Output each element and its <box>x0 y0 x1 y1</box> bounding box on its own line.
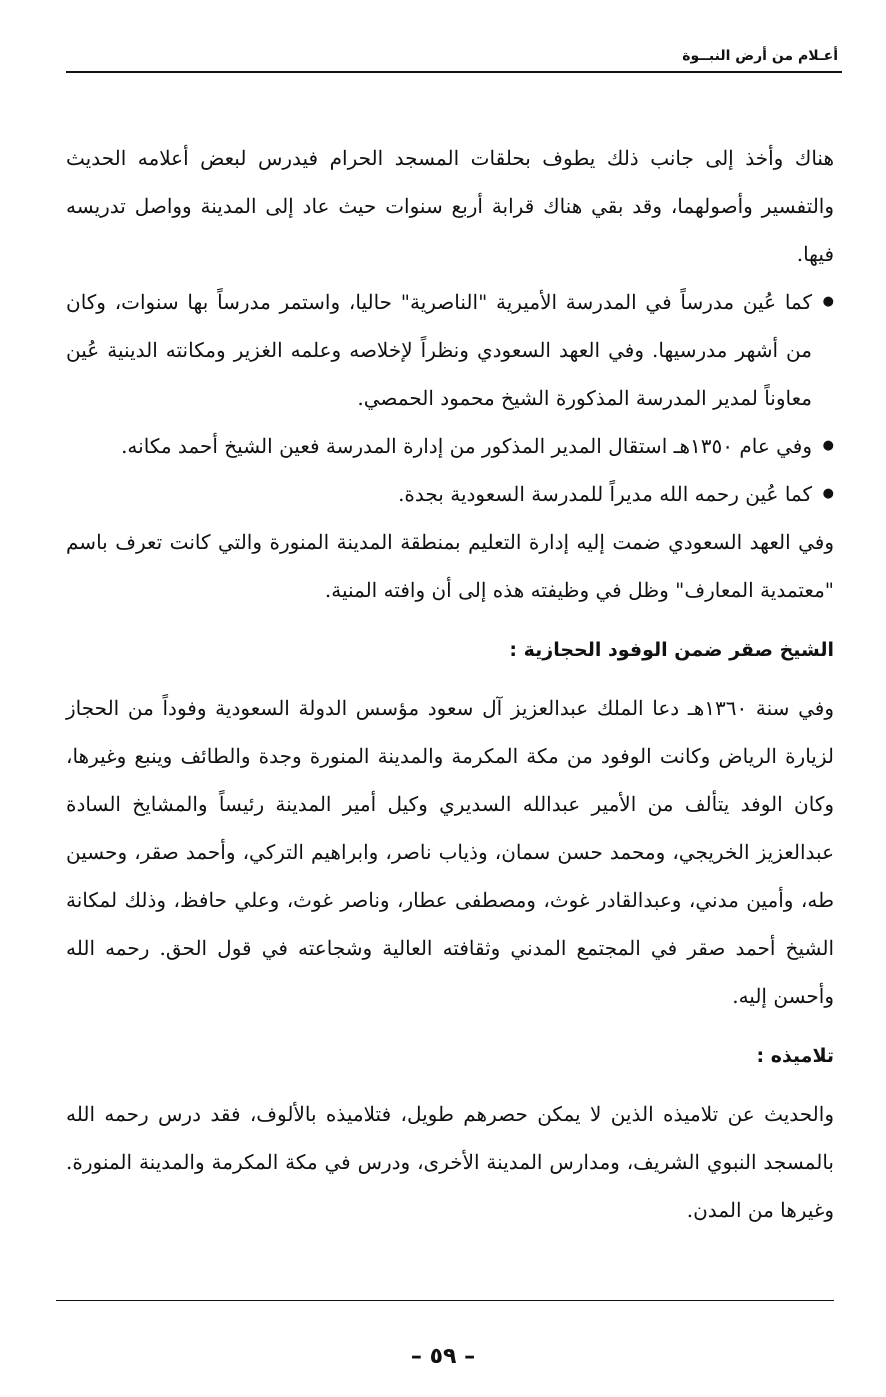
section-heading-delegations: الشيخ صقر ضمن الوفود الحجازية : <box>509 639 834 661</box>
delegations-paragraph: وفي سنة ١٣٦٠هـ دعا الملك عبدالعزيز آل سعود مؤسس الدولة السعودية وفوداً من الحجاز لزيارة الرياض وكانت الوفود من مكة المكرمة والمدينة المنورة وجدة والطائف وينبع وغيرها، وكان الوفد يتألف من الأمير عبدالله السديري وكيل أمير المدينة رئيساً والمشايخ السادة عبدالعزيز الخريجي، ومحمد حسن سمان، وذياب ناصر، وابراهيم التركي، وأحمد صقر، وحسين طه، وأمين مدني، وعبدالقادر غوث، ومصطفى عطار، وناصر غوث، وعلي حافظ، وذلك لمكانة الشيخ أحمد صقر في المجتمع المدني وثقافته العالية وشجاعته في قول الحق. رحمه الله وأحسن إليه. <box>66 696 834 1008</box>
bullet-item: ● وفي عام ١٣٥٠هـ استقال المدير المذكور من إدارة المدرسة فعين الشيخ أحمد مكانه. <box>66 422 834 470</box>
header-divider <box>66 71 842 73</box>
bullet-item: ● كما عُين مدرساً في المدرسة الأميرية "الناصرية" حاليا، واستمر مدرساً بها سنوات، وكان من أشهر مدرسيها. وفي العهد السعودي ونظراً لإخلاصه وعلمه الغزير ومكانته الدينية عُين معاوناً لمدير المدرسة المذكورة الشيخ محمود الحمصي. <box>66 278 834 422</box>
intro-paragraph: هناك وأخذ إلى جانب ذلك يطوف بحلقات المسجد الحرام فيدرس لبعض أعلامه الحديث والتفسير وأصولهما، وقد بقي هناك قرابة أربع سنوات حيث عاد إلى المدينة وواصل تدريسه فيها. <box>66 146 834 266</box>
page-number: – ٥٩ – <box>410 1344 476 1369</box>
bullet-item: ● كما عُين رحمه الله مديراً للمدرسة السعودية بجدة. <box>66 470 834 518</box>
page-body <box>66 134 834 1234</box>
students-paragraph: والحديث عن تلاميذه الذين لا يمكن حصرهم طويل، فتلاميذه بالألوف، فقد درس رحمه الله بالمسجد النبوي الشريف، ومدارس المدينة الأخرى، ودرس في مكة المكرمة والمدينة المنورة. وغيرها من المدن. <box>66 1102 834 1222</box>
footer-divider <box>56 1300 834 1301</box>
saudi-era-paragraph: وفي العهد السعودي ضمت إليه إدارة التعليم بمنطقة المدينة المنورة والتي كانت تعرف باسم "معتمدية المعارف" وظل في وظيفته هذه إلى أن وافته المنية. <box>66 530 834 602</box>
bullet-list <box>66 278 834 518</box>
running-header: أعـلام من أرض النبــوة <box>682 48 838 64</box>
section-heading-students: تلاميذه : <box>756 1045 834 1067</box>
